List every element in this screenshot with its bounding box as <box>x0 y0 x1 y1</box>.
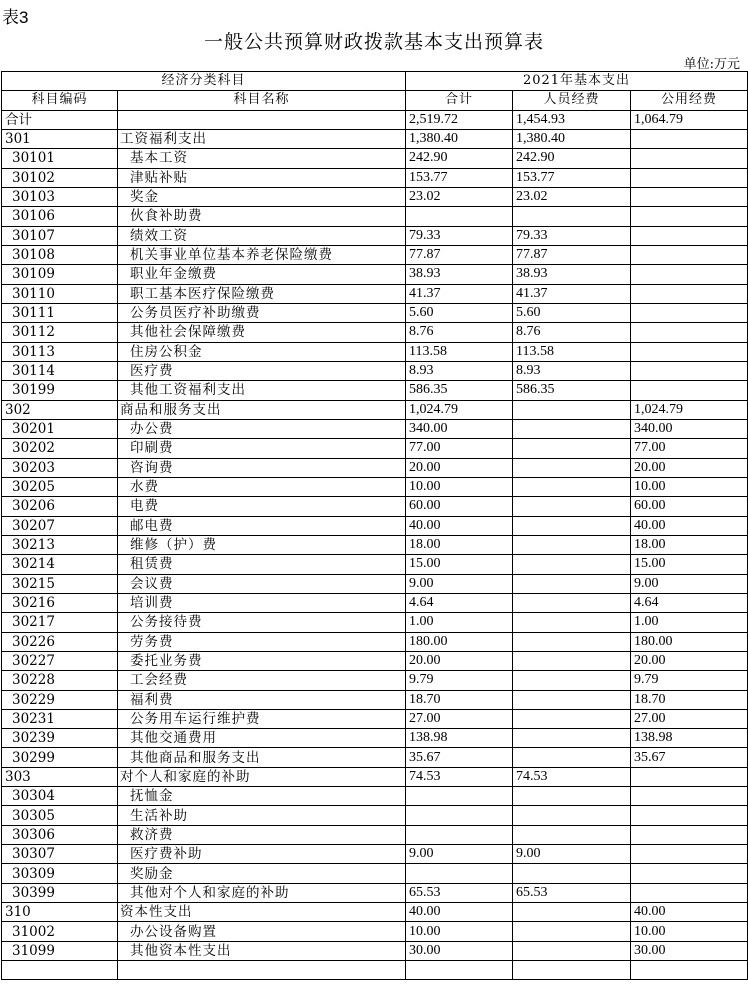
row-personnel-cell <box>513 825 631 844</box>
row-public-cell <box>631 361 748 380</box>
header-row-2 <box>2 91 748 110</box>
row-personnel-cell <box>513 671 631 690</box>
row-personnel-cell <box>513 748 631 767</box>
row-total-cell <box>406 207 513 226</box>
row-name-cell <box>118 110 406 129</box>
row-public-cell <box>631 168 748 187</box>
table-row <box>2 922 748 941</box>
row-code-cell: 30101 <box>2 149 118 168</box>
row-code-cell: 30229 <box>2 690 118 709</box>
row-personnel-cell: 8.93 <box>513 361 631 380</box>
row-total-cell: 20.00 <box>406 458 513 477</box>
table-row <box>2 806 748 825</box>
row-code-cell: 30201 <box>2 419 118 438</box>
row-name-cell: 印刷费 <box>118 439 406 458</box>
row-name-cell: 抚恤金 <box>118 787 406 806</box>
table-row <box>2 690 748 709</box>
row-code-cell: 30199 <box>2 381 118 400</box>
row-personnel-cell: 242.90 <box>513 149 631 168</box>
row-name-cell: 其他对个人和家庭的补助 <box>118 883 406 902</box>
table-row <box>2 883 748 902</box>
row-name-cell: 福利费 <box>118 690 406 709</box>
table-row <box>2 419 748 438</box>
row-name-cell: 电费 <box>118 497 406 516</box>
row-total-cell: 18.70 <box>406 690 513 709</box>
table-row <box>2 767 748 786</box>
econ-class-header: 经济分类科目 <box>2 72 406 91</box>
row-total-cell: 153.77 <box>406 168 513 187</box>
row-total-cell: 41.37 <box>406 284 513 303</box>
table-row <box>2 168 748 187</box>
table-number: 表3 <box>2 8 29 27</box>
page-title: 一般公共预算财政拨款基本支出预算表 <box>203 31 544 53</box>
row-code-cell: 30207 <box>2 516 118 535</box>
table-row <box>2 941 748 960</box>
row-public-cell <box>631 149 748 168</box>
row-name-cell: 商品和服务支出 <box>118 400 406 419</box>
row-personnel-cell: 79.33 <box>513 226 631 245</box>
row-personnel-cell <box>513 439 631 458</box>
row-public-cell <box>631 265 748 284</box>
row-name-cell: 资本性支出 <box>118 903 406 922</box>
row-personnel-cell <box>513 574 631 593</box>
name-header: 科目名称 <box>118 91 406 110</box>
table-row <box>2 825 748 844</box>
table-row <box>2 903 748 922</box>
table-row <box>2 961 748 980</box>
row-personnel-cell <box>513 709 631 728</box>
row-personnel-cell <box>513 903 631 922</box>
row-public-cell <box>631 806 748 825</box>
row-public-cell <box>631 187 748 206</box>
table-row <box>2 458 748 477</box>
table-row <box>2 187 748 206</box>
code-header: 科目编码 <box>2 91 118 110</box>
row-personnel-cell <box>513 400 631 419</box>
row-public-cell: 9.79 <box>631 671 748 690</box>
table-row <box>2 729 748 748</box>
row-code-cell: 30309 <box>2 864 118 883</box>
row-public-cell: 20.00 <box>631 458 748 477</box>
row-personnel-cell <box>513 419 631 438</box>
row-public-cell <box>631 226 748 245</box>
row-personnel-cell <box>513 941 631 960</box>
row-total-cell: 30.00 <box>406 941 513 960</box>
row-personnel-cell: 1,380.40 <box>513 129 631 148</box>
budget-table <box>1 71 748 980</box>
table-row <box>2 284 748 303</box>
row-name-cell: 奖金 <box>118 187 406 206</box>
row-total-cell: 77.00 <box>406 439 513 458</box>
row-public-cell: 40.00 <box>631 516 748 535</box>
row-personnel-cell <box>513 613 631 632</box>
row-total-cell: 2,519.72 <box>406 110 513 129</box>
row-total-cell: 74.53 <box>406 767 513 786</box>
row-total-cell: 242.90 <box>406 149 513 168</box>
row-personnel-cell: 586.35 <box>513 381 631 400</box>
row-code-cell: 30203 <box>2 458 118 477</box>
table-row <box>2 149 748 168</box>
table-row <box>2 381 748 400</box>
row-public-cell: 10.00 <box>631 922 748 941</box>
row-personnel-cell <box>513 632 631 651</box>
row-code-cell: 30113 <box>2 342 118 361</box>
row-public-cell: 1.00 <box>631 613 748 632</box>
row-code-cell: 30110 <box>2 284 118 303</box>
row-total-cell: 4.64 <box>406 593 513 612</box>
row-name-cell: 工会经费 <box>118 671 406 690</box>
row-public-cell <box>631 342 748 361</box>
row-name-cell: 公务员医疗补助缴费 <box>118 303 406 322</box>
table-row <box>2 129 748 148</box>
row-personnel-cell: 153.77 <box>513 168 631 187</box>
row-public-cell: 9.00 <box>631 574 748 593</box>
row-total-cell: 8.93 <box>406 361 513 380</box>
table-row <box>2 361 748 380</box>
table-row <box>2 245 748 264</box>
row-public-cell: 4.64 <box>631 593 748 612</box>
row-total-cell: 20.00 <box>406 651 513 670</box>
row-name-cell: 对个人和家庭的补助 <box>118 767 406 786</box>
row-total-cell: 15.00 <box>406 555 513 574</box>
row-code-cell: 30239 <box>2 729 118 748</box>
row-personnel-cell: 23.02 <box>513 187 631 206</box>
table-row <box>2 323 748 342</box>
row-code-cell: 30305 <box>2 806 118 825</box>
row-personnel-cell <box>513 207 631 226</box>
row-personnel-cell <box>513 477 631 496</box>
row-code-cell: 30205 <box>2 477 118 496</box>
table-row <box>2 555 748 574</box>
row-total-cell: 38.93 <box>406 265 513 284</box>
row-code-cell: 30217 <box>2 613 118 632</box>
row-total-cell <box>406 961 513 980</box>
row-total-cell: 180.00 <box>406 632 513 651</box>
row-name-cell: 维修（护）费 <box>118 535 406 554</box>
row-code-cell: 30399 <box>2 883 118 902</box>
row-personnel-cell: 38.93 <box>513 265 631 284</box>
row-name-cell: 医疗费 <box>118 361 406 380</box>
table-row <box>2 265 748 284</box>
row-name-cell: 租赁费 <box>118 555 406 574</box>
table-row <box>2 787 748 806</box>
row-code-cell: 30213 <box>2 535 118 554</box>
row-code-cell: 30206 <box>2 497 118 516</box>
row-total-cell: 5.60 <box>406 303 513 322</box>
row-personnel-cell <box>513 651 631 670</box>
row-public-cell: 60.00 <box>631 497 748 516</box>
table-row <box>2 342 748 361</box>
row-name-cell: 劳务费 <box>118 632 406 651</box>
row-code-cell: 31002 <box>2 922 118 941</box>
row-code-cell: 30228 <box>2 671 118 690</box>
row-name-cell: 生活补助 <box>118 806 406 825</box>
table-row <box>2 207 748 226</box>
row-code-cell: 302 <box>2 400 118 419</box>
row-name-cell: 基本工资 <box>118 149 406 168</box>
row-total-cell: 1,024.79 <box>406 400 513 419</box>
row-total-cell: 9.00 <box>406 574 513 593</box>
row-personnel-cell <box>513 497 631 516</box>
row-public-cell <box>631 245 748 264</box>
row-name-cell: 住房公积金 <box>118 342 406 361</box>
row-total-cell: 35.67 <box>406 748 513 767</box>
row-total-cell: 18.00 <box>406 535 513 554</box>
row-public-cell <box>631 303 748 322</box>
public-header: 公用经费 <box>631 91 748 110</box>
row-total-cell: 586.35 <box>406 381 513 400</box>
row-personnel-cell: 41.37 <box>513 284 631 303</box>
row-name-cell: 绩效工资 <box>118 226 406 245</box>
row-public-cell: 1,024.79 <box>631 400 748 419</box>
row-code-cell: 30226 <box>2 632 118 651</box>
row-name-cell: 伙食补助费 <box>118 207 406 226</box>
row-name-cell: 办公设备购置 <box>118 922 406 941</box>
row-code-cell: 30109 <box>2 265 118 284</box>
row-code-cell: 301 <box>2 129 118 148</box>
row-name-cell: 职业年金缴费 <box>118 265 406 284</box>
row-total-cell: 10.00 <box>406 477 513 496</box>
row-name-cell: 其他资本性支出 <box>118 941 406 960</box>
row-total-cell <box>406 864 513 883</box>
row-total-cell: 9.00 <box>406 845 513 864</box>
table-row <box>2 303 748 322</box>
row-public-cell <box>631 323 748 342</box>
row-personnel-cell <box>513 458 631 477</box>
row-total-cell: 1.00 <box>406 613 513 632</box>
row-personnel-cell <box>513 961 631 980</box>
row-public-cell: 30.00 <box>631 941 748 960</box>
table-row <box>2 400 748 419</box>
row-name-cell: 公务接待费 <box>118 613 406 632</box>
table-row <box>2 226 748 245</box>
row-public-cell <box>631 845 748 864</box>
row-personnel-cell: 65.53 <box>513 883 631 902</box>
row-code-cell: 30202 <box>2 439 118 458</box>
row-public-cell <box>631 961 748 980</box>
table-row <box>2 535 748 554</box>
row-code-cell: 30227 <box>2 651 118 670</box>
row-public-cell <box>631 284 748 303</box>
row-total-cell: 9.79 <box>406 671 513 690</box>
row-code-cell: 30306 <box>2 825 118 844</box>
row-total-cell: 23.02 <box>406 187 513 206</box>
row-total-cell: 1,380.40 <box>406 129 513 148</box>
table-row <box>2 477 748 496</box>
table-row <box>2 439 748 458</box>
row-public-cell: 180.00 <box>631 632 748 651</box>
row-name-cell: 会议费 <box>118 574 406 593</box>
row-personnel-cell <box>513 516 631 535</box>
row-name-cell: 奖励金 <box>118 864 406 883</box>
table-row <box>2 574 748 593</box>
row-public-cell <box>631 381 748 400</box>
row-total-cell: 8.76 <box>406 323 513 342</box>
unit-label: 单位:万元 <box>683 57 740 72</box>
row-name-cell: 救济费 <box>118 825 406 844</box>
row-personnel-cell <box>513 690 631 709</box>
row-name-cell <box>118 961 406 980</box>
row-code-cell: 310 <box>2 903 118 922</box>
row-personnel-cell: 1,454.93 <box>513 110 631 129</box>
table-row <box>2 748 748 767</box>
row-code-cell: 30214 <box>2 555 118 574</box>
row-name-cell: 其他交通费用 <box>118 729 406 748</box>
row-code-cell: 30307 <box>2 845 118 864</box>
row-public-cell: 10.00 <box>631 477 748 496</box>
row-total-cell <box>406 806 513 825</box>
row-name-cell: 工资福利支出 <box>118 129 406 148</box>
row-public-cell: 18.00 <box>631 535 748 554</box>
row-name-cell: 邮电费 <box>118 516 406 535</box>
table-row <box>2 516 748 535</box>
row-public-cell <box>631 883 748 902</box>
row-name-cell: 机关事业单位基本养老保险缴费 <box>118 245 406 264</box>
row-total-cell: 113.58 <box>406 342 513 361</box>
table-row <box>2 593 748 612</box>
row-name-cell: 委托业务费 <box>118 651 406 670</box>
row-total-cell: 10.00 <box>406 922 513 941</box>
row-total-cell: 138.98 <box>406 729 513 748</box>
row-code-cell: 30215 <box>2 574 118 593</box>
row-code-cell: 30216 <box>2 593 118 612</box>
row-personnel-cell: 5.60 <box>513 303 631 322</box>
row-public-cell: 27.00 <box>631 709 748 728</box>
header-row-1 <box>2 72 748 91</box>
row-public-cell: 340.00 <box>631 419 748 438</box>
row-public-cell: 1,064.79 <box>631 110 748 129</box>
row-code-cell: 30114 <box>2 361 118 380</box>
row-name-cell: 公务用车运行维护费 <box>118 709 406 728</box>
row-total-cell: 340.00 <box>406 419 513 438</box>
year-basic-header: 2021年基本支出 <box>406 72 748 91</box>
row-personnel-cell <box>513 922 631 941</box>
row-public-cell: 35.67 <box>631 748 748 767</box>
row-name-cell: 其他工资福利支出 <box>118 381 406 400</box>
row-public-cell <box>631 825 748 844</box>
row-code-cell: 30106 <box>2 207 118 226</box>
row-total-cell: 40.00 <box>406 903 513 922</box>
personnel-header: 人员经费 <box>513 91 631 110</box>
row-personnel-cell <box>513 806 631 825</box>
row-code-cell: 30107 <box>2 226 118 245</box>
row-code-cell: 31099 <box>2 941 118 960</box>
row-personnel-cell <box>513 555 631 574</box>
row-total-cell <box>406 787 513 806</box>
row-public-cell: 18.70 <box>631 690 748 709</box>
row-total-cell <box>406 825 513 844</box>
row-public-cell: 40.00 <box>631 903 748 922</box>
row-name-cell: 其他社会保障缴费 <box>118 323 406 342</box>
table-row <box>2 110 748 129</box>
row-personnel-cell <box>513 787 631 806</box>
total-header: 合计 <box>406 91 513 110</box>
row-name-cell: 办公费 <box>118 419 406 438</box>
row-personnel-cell: 8.76 <box>513 323 631 342</box>
row-code-cell: 30112 <box>2 323 118 342</box>
row-total-cell: 27.00 <box>406 709 513 728</box>
row-total-cell: 40.00 <box>406 516 513 535</box>
row-personnel-cell <box>513 729 631 748</box>
row-name-cell: 培训费 <box>118 593 406 612</box>
row-public-cell <box>631 207 748 226</box>
table-row <box>2 632 748 651</box>
row-total-cell: 65.53 <box>406 883 513 902</box>
row-public-cell: 77.00 <box>631 439 748 458</box>
row-code-cell: 30299 <box>2 748 118 767</box>
row-name-cell: 水费 <box>118 477 406 496</box>
table-row <box>2 651 748 670</box>
row-public-cell <box>631 787 748 806</box>
row-personnel-cell <box>513 864 631 883</box>
table-row <box>2 613 748 632</box>
row-personnel-cell: 77.87 <box>513 245 631 264</box>
row-public-cell <box>631 767 748 786</box>
table-row <box>2 709 748 728</box>
row-total-cell: 79.33 <box>406 226 513 245</box>
row-total-cell: 77.87 <box>406 245 513 264</box>
row-code-cell: 303 <box>2 767 118 786</box>
row-name-cell: 医疗费补助 <box>118 845 406 864</box>
table-row <box>2 671 748 690</box>
row-name-cell: 其他商品和服务支出 <box>118 748 406 767</box>
row-name-cell: 职工基本医疗保险缴费 <box>118 284 406 303</box>
row-total-cell: 60.00 <box>406 497 513 516</box>
row-code-cell: 30102 <box>2 168 118 187</box>
row-personnel-cell: 9.00 <box>513 845 631 864</box>
table-row <box>2 497 748 516</box>
row-code-cell: 30111 <box>2 303 118 322</box>
row-code-cell: 30231 <box>2 709 118 728</box>
row-public-cell: 15.00 <box>631 555 748 574</box>
row-name-cell: 津贴补贴 <box>118 168 406 187</box>
row-code-cell: 30108 <box>2 245 118 264</box>
row-personnel-cell: 74.53 <box>513 767 631 786</box>
row-personnel-cell <box>513 535 631 554</box>
row-personnel-cell: 113.58 <box>513 342 631 361</box>
row-code-cell: 30103 <box>2 187 118 206</box>
table-row <box>2 864 748 883</box>
row-public-cell: 138.98 <box>631 729 748 748</box>
table-body <box>2 110 748 980</box>
row-public-cell <box>631 129 748 148</box>
table-row <box>2 845 748 864</box>
row-code-cell <box>2 961 118 980</box>
row-code-cell: 合计 <box>2 110 118 129</box>
row-public-cell: 20.00 <box>631 651 748 670</box>
row-name-cell: 咨询费 <box>118 458 406 477</box>
row-public-cell <box>631 864 748 883</box>
row-personnel-cell <box>513 593 631 612</box>
row-code-cell: 30304 <box>2 787 118 806</box>
